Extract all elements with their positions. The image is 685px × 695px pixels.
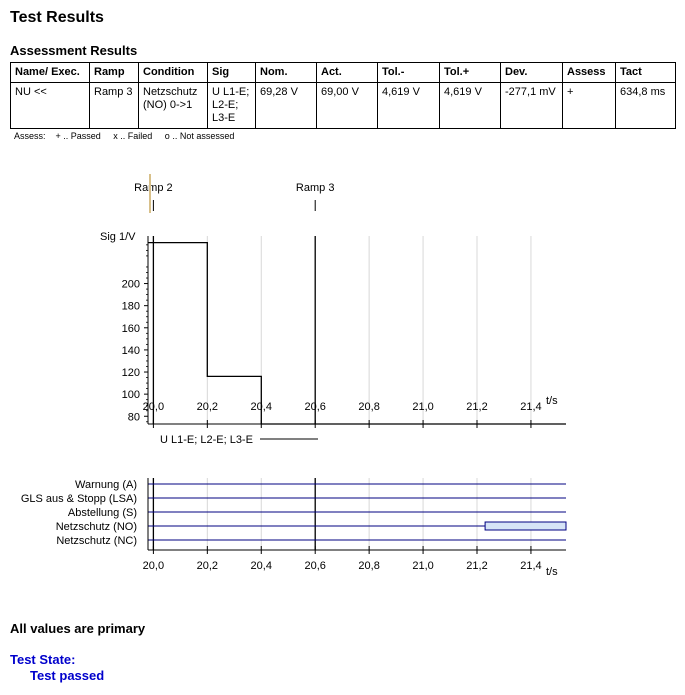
page-title: Test Results [10, 9, 104, 26]
column-header-dev: Dev. [501, 63, 563, 83]
timing-x-tick-label: 20,4 [250, 560, 272, 572]
signal-line [148, 243, 566, 424]
column-header-tact: Tact [616, 63, 676, 83]
column-header-ramp: Ramp [90, 63, 139, 83]
timing-lanes [21, 479, 566, 547]
all-values-note: All values are primary [10, 621, 146, 636]
timing-x-tick-label: 20,0 [142, 560, 165, 572]
y-tick-label: 100 [121, 389, 140, 402]
x-tick-label: 20,2 [196, 401, 219, 413]
x-tick-label: 20,6 [304, 401, 326, 413]
cell-condition: Netzschutz (NO) 0->1 [139, 83, 208, 129]
timing-x-tick-label: 21,0 [412, 560, 434, 572]
table-header-row [11, 63, 676, 83]
cell-dev: -277,1 mV [501, 83, 563, 129]
signal-grid [153, 236, 531, 424]
y-tick-label: 80 [127, 411, 140, 424]
y-axis-ticks [122, 245, 148, 423]
timing-x-tick-label: 20,8 [358, 560, 380, 572]
timing-x-tick-label: 21,2 [466, 560, 488, 572]
lane-active-bar [485, 522, 566, 530]
timing-plot [21, 478, 566, 578]
timing-x-tick-label: 20,6 [304, 560, 326, 572]
column-header-tol-plus: Tol.+ [440, 63, 501, 83]
cell-tol-plus: 4,619 V [440, 83, 501, 129]
test-state-value: Test passed [30, 668, 105, 683]
lane-label: Abstellung (S) [67, 507, 137, 519]
test-state-label: Test State: [10, 652, 76, 667]
ramp-marker-label: Ramp 2 [134, 182, 173, 194]
ramp-markers [134, 182, 334, 424]
timing-x-axis-label: t/s [546, 566, 558, 578]
cell-nom: 69,28 V [256, 83, 317, 129]
y-tick-label: 160 [121, 322, 140, 335]
x-tick-label: 21,0 [412, 401, 434, 413]
y-tick-label: 200 [121, 278, 140, 291]
timing-x-tick-label: 20,2 [196, 560, 219, 572]
x-axis-label: t/s [546, 395, 558, 407]
lane-label: Warnung (A) [75, 479, 137, 491]
x-tick-label: 20,8 [358, 401, 380, 413]
cell-sig: U L1-E; L2-E; L3-E [208, 83, 256, 129]
lane-label: Netzschutz (NC) [56, 535, 137, 547]
lane-label: Netzschutz (NO) [55, 521, 137, 533]
series-legend-label: U L1-E; L2-E; L3-E [160, 434, 253, 446]
x-tick-label: 21,4 [520, 401, 542, 413]
cell-act: 69,00 V [317, 83, 378, 129]
cell-assess: + [563, 83, 616, 129]
cell-tact: 634,8 ms [616, 83, 676, 129]
y-tick-label: 120 [121, 367, 140, 380]
column-header-act: Act. [317, 63, 378, 83]
assess-legend: Assess: + .. Passed x .. Failed o .. Not assessed [14, 131, 235, 141]
signal-plot [100, 174, 566, 446]
column-header-tol-minus: Tol.- [378, 63, 440, 83]
cell-ramp: Ramp 3 [90, 83, 139, 129]
cell-name: NU << [11, 83, 90, 129]
y-tick-label: 140 [121, 344, 140, 357]
y-tick-label: 180 [121, 300, 140, 313]
cell-tol-minus: 4,619 V [378, 83, 440, 129]
y-axis-label: Sig 1/V [100, 231, 136, 243]
x-tick-label: 20,0 [142, 401, 165, 413]
x-tick-label: 20,4 [250, 401, 272, 413]
x-tick-label: 21,2 [466, 401, 488, 413]
test-plots [0, 160, 685, 590]
column-header-assess: Assess [563, 63, 616, 83]
column-header-condition: Condition [139, 63, 208, 83]
column-header-nom: Nom. [256, 63, 317, 83]
timing-x-tick-label: 21,4 [520, 560, 542, 572]
column-header-name: Name/ Exec. [11, 63, 90, 83]
assessment-results-heading: Assessment Results [10, 43, 138, 58]
table-row [11, 83, 676, 129]
timing-grid [153, 478, 531, 550]
column-header-sig: Sig [208, 63, 256, 83]
ramp-marker-label: Ramp 3 [295, 182, 335, 194]
assessment-results-table [10, 62, 676, 129]
lane-label: GLS aus & Stopp (LSA) [20, 493, 137, 505]
